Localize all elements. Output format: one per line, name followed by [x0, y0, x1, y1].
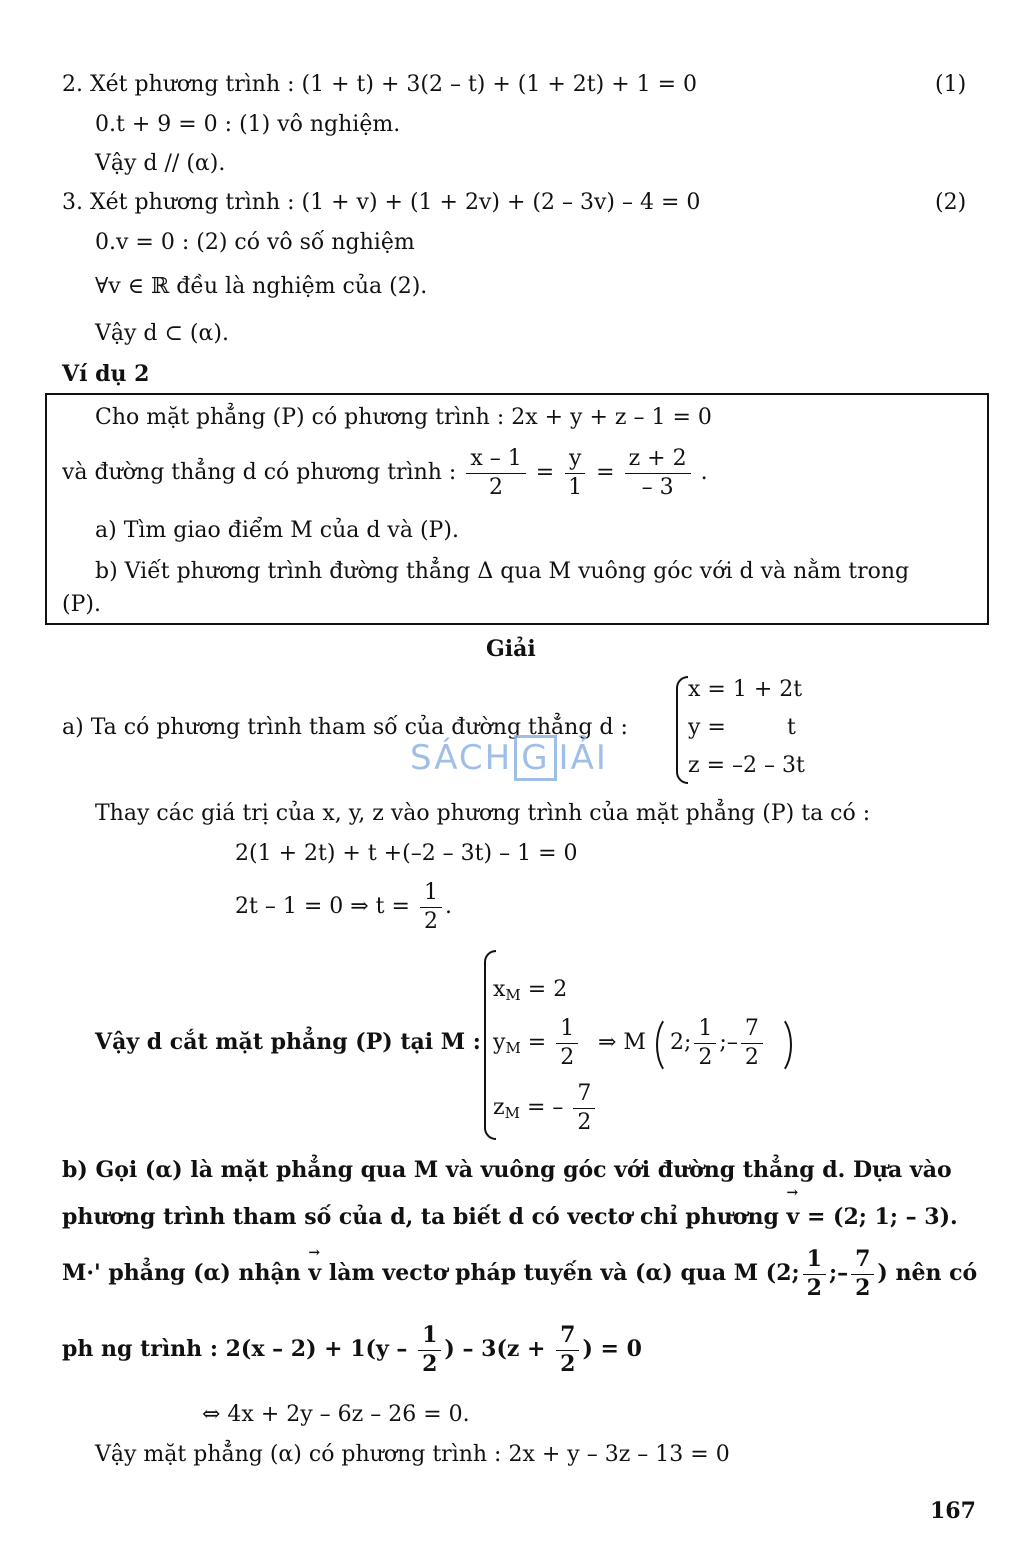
param-x: x = 1 + 2t	[688, 677, 803, 702]
problem-line1: Cho mặt phẳng (P) có phương trình : 2x + y + z – 1 = 0	[95, 405, 712, 430]
m-close-paren	[758, 1014, 792, 1076]
page-number: 167	[930, 1498, 976, 1524]
b-line2: phương trình tham số của d, ta biết d có vectơ chỉ phương → v = (2; 1; – 3).	[62, 1206, 958, 1228]
substitute-line: Thay các giá trị của x, y, z vào phương trình của mặt phẳng (P) ta có :	[95, 801, 871, 826]
item3-line4: Vậy d ⊂ (α).	[95, 321, 229, 346]
solution-heading: Giải	[486, 636, 536, 662]
point-m-coords: 2; $\frac{1}{2}$ ;– $\frac{7}{2}$	[670, 1014, 766, 1072]
param-brace	[676, 676, 688, 784]
item3-line1: 3. Xét phương trình : (1 + v) + (1 + 2v) + (2 – 3v) – 4 = 0	[62, 190, 701, 215]
ym-line: $y_M$ = $\frac{1}{2}$	[493, 1014, 581, 1077]
b-line1: b) Gọi (α) là mặt phẳng qua M và vuông góc với đường thẳng d. Dựa vào	[62, 1157, 952, 1183]
example-title: Ví dụ 2	[62, 361, 150, 387]
watermark-logo: SÁCH G IẢI	[410, 735, 608, 781]
fraction-z: $\frac{z + 2}{- 3}$	[625, 447, 691, 498]
param-z: z = –2 – 3t	[688, 753, 805, 778]
equation-number-1: (1)	[935, 72, 967, 97]
problem-part-b2: (P).	[62, 592, 101, 617]
item2-line1: 2. Xét phương trình : (1 + t) + 3(2 – t) + (1 + 2t) + 1 = 0	[62, 72, 698, 97]
equivalent-equation: ⇔ 4x + 2y – 6z – 26 = 0.	[202, 1402, 470, 1427]
b-line3: M·' phẳng (α) nhận → v làm vectơ pháp tuyến và (α) qua M (2; $\frac{1}{2}$ ;– $\frac{7}{2}$ ) nên có	[62, 1244, 977, 1302]
final-equation: Vậy mặt phẳng (α) có phương trình : 2x + y – 3z – 13 = 0	[95, 1442, 730, 1467]
zm-line: $z_M$ = – $\frac{7}{2}$	[493, 1079, 598, 1142]
point-m: ⇒ M	[598, 1030, 646, 1055]
item3-line3: ∀v ∈ ℝ đều là nghiệm của (2).	[95, 274, 428, 299]
solution-a-intro: a) Ta có phương trình tham số của đường thẳng d :	[62, 715, 628, 740]
fraction-x: $\frac{x - 1}{2}$	[466, 447, 525, 498]
problem-line2-prefix: và đường thẳng d có phương trình :	[62, 460, 457, 485]
problem-line2: và đường thẳng d có phương trình : $\frac{x - 1}{2}$ = $\frac{y}{1}$ = $\frac{z + 2}{- 3}$ .	[62, 446, 708, 500]
t-fraction: $\frac{1}{2}$	[420, 881, 442, 932]
xm-line: $x_M = 2$	[493, 977, 568, 1004]
equation-1: 2(1 + 2t) + t +(–2 – 3t) – 1 = 0	[235, 841, 578, 866]
equation-2: 2t – 1 = 0 ⇒ t = $\frac{1}{2}$ .	[235, 880, 452, 934]
fraction-y: $\frac{y}{1}$	[564, 447, 586, 498]
b-line4: ph ng trình : 2(x – 2) + 1(y – $\frac{1}{2}$ ) – 3(z + $\frac{7}{2}$ ) = 0	[62, 1322, 642, 1377]
item2-line2: 0.t + 9 = 0 : (1) vô nghiệm.	[95, 112, 401, 137]
problem-part-b1: b) Viết phương trình đường thẳng Δ qua M vuông góc với d và nằm trong	[95, 559, 910, 584]
conclude-line: Vậy d cắt mặt phẳng (P) tại M :	[95, 1029, 481, 1055]
param-y-value: t	[787, 715, 796, 740]
problem-part-a: a) Tìm giao điểm M của d và (P).	[95, 518, 459, 543]
param-y-label: y =	[688, 715, 726, 740]
item2-line3: Vậy d // (α).	[95, 151, 226, 176]
item3-line2: 0.v = 0 : (2) có vô số nghiệm	[95, 230, 415, 255]
equation-number-2: (2)	[935, 190, 967, 215]
